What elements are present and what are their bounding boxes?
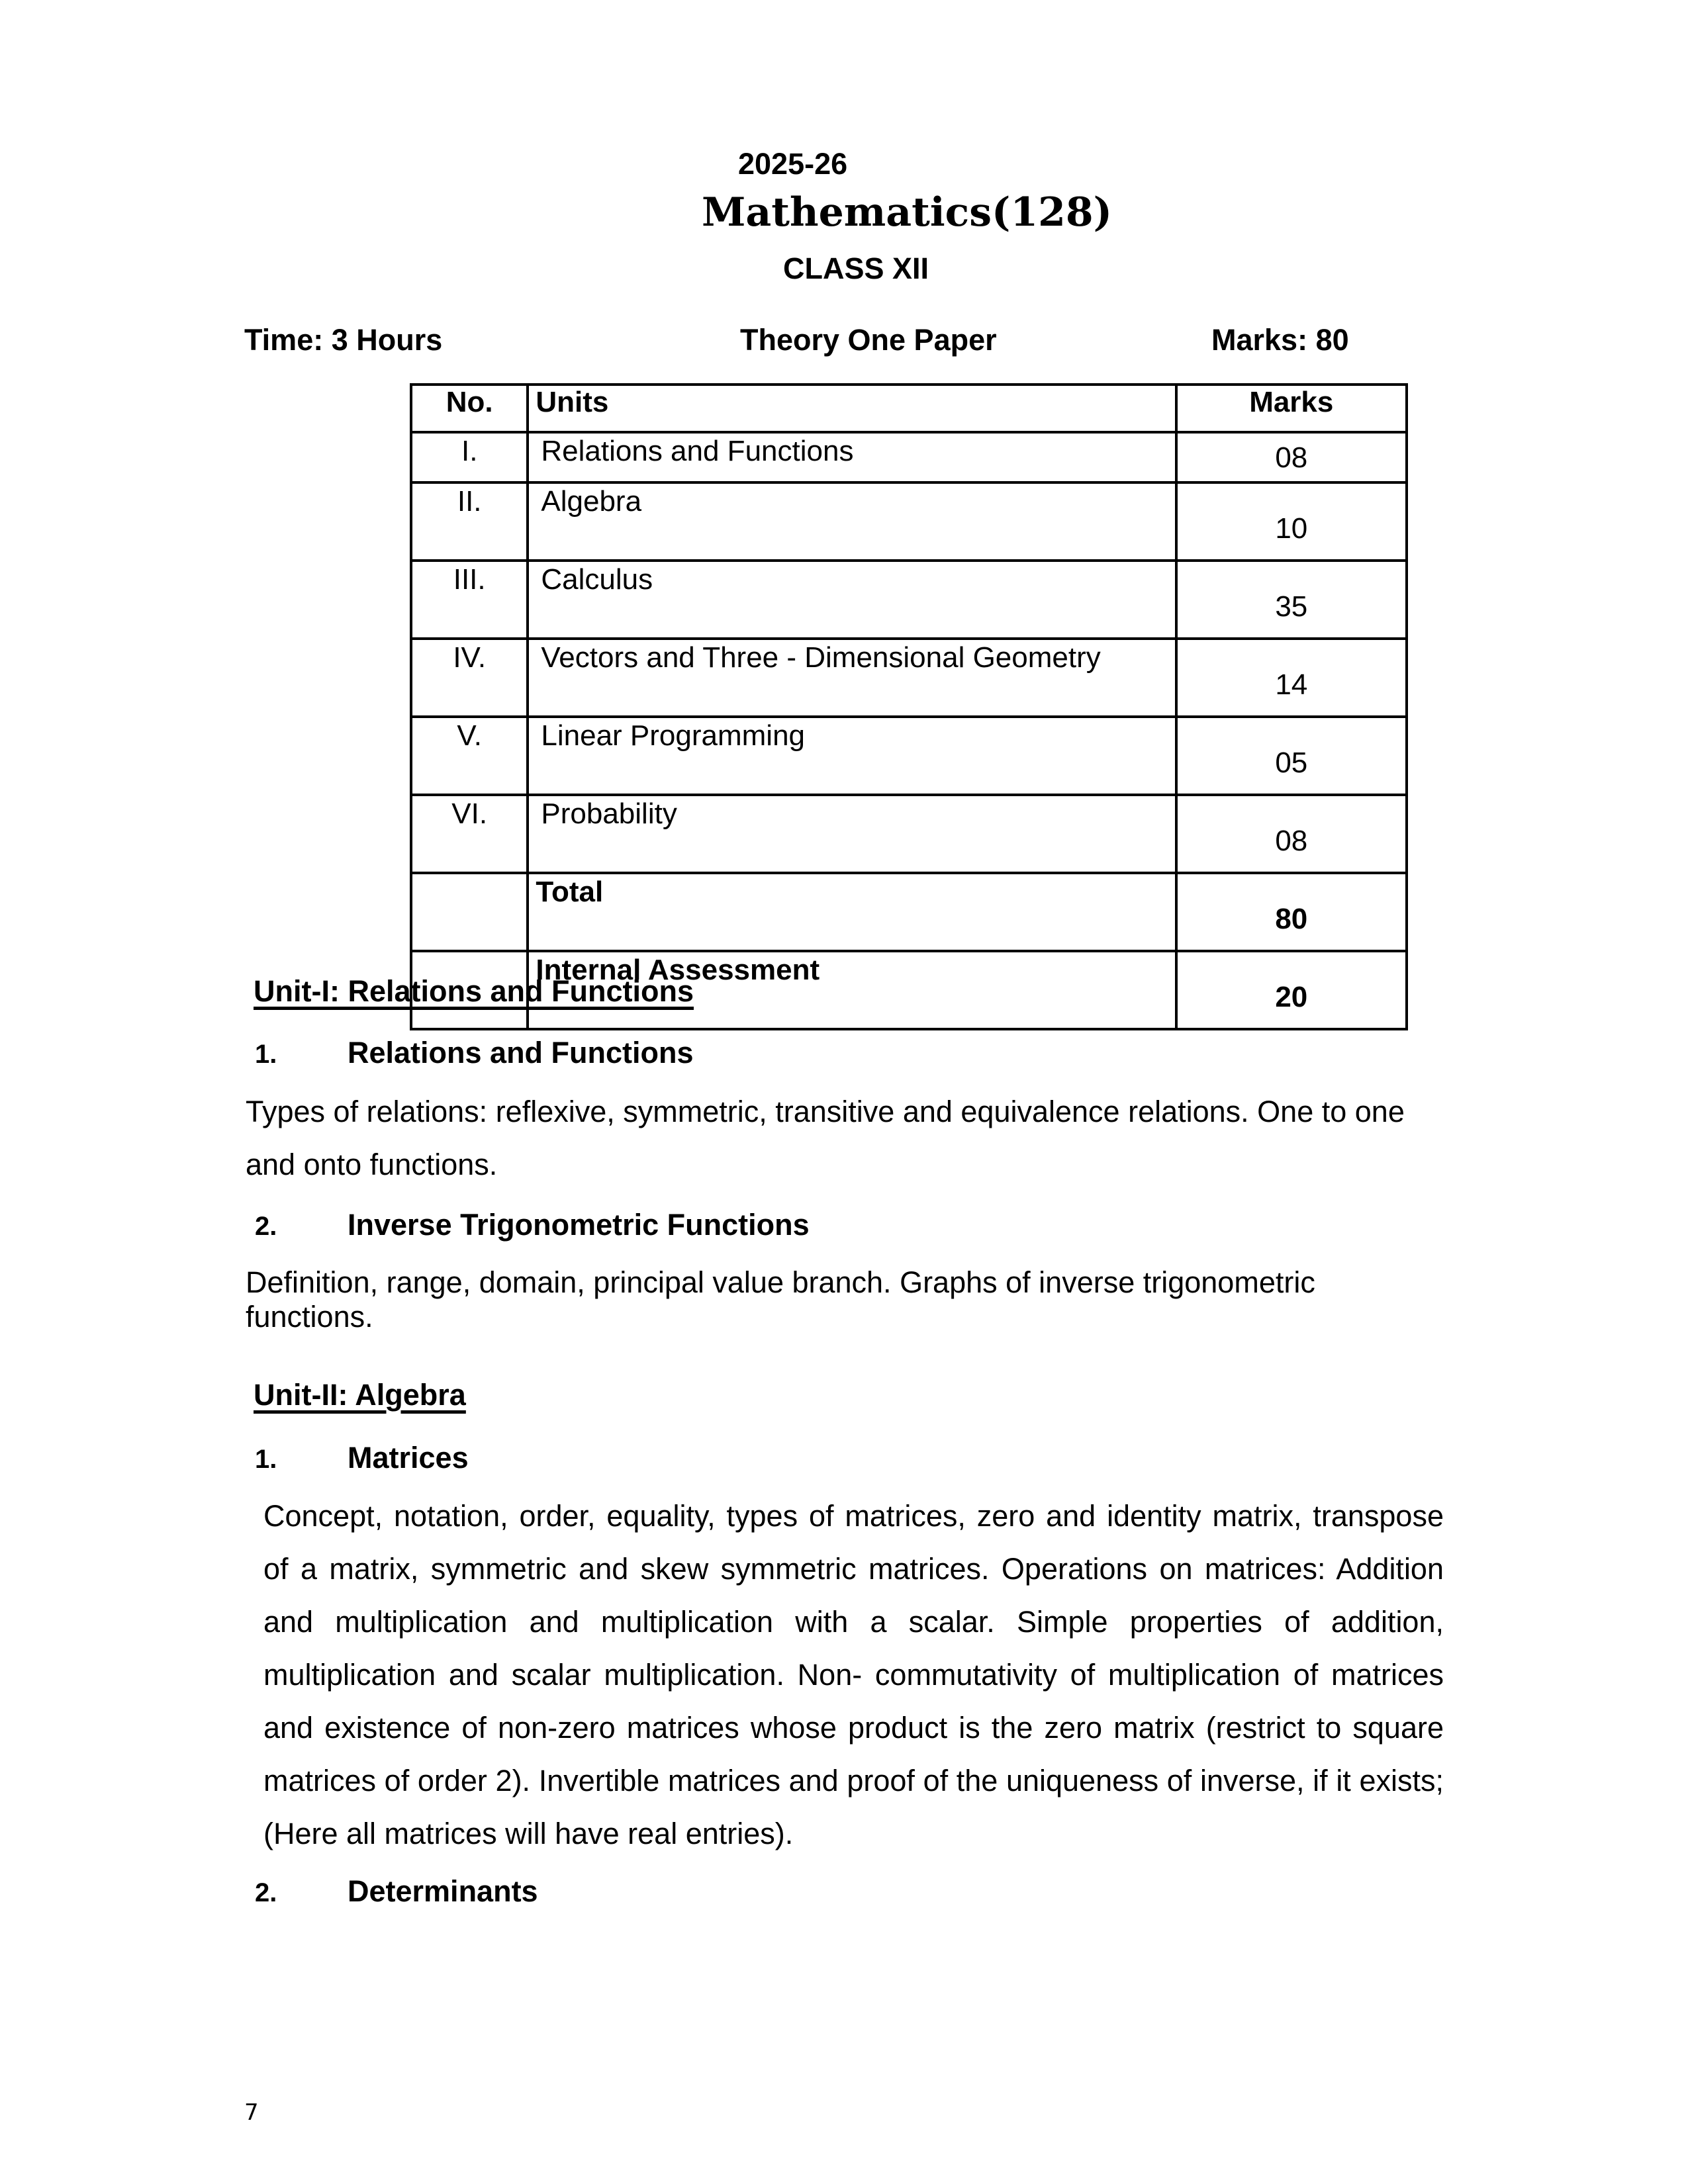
header-units: Units (528, 385, 1176, 432)
unit-name: Linear Programming (528, 717, 1176, 795)
unit-name: Probability (528, 795, 1176, 873)
unit-2-heading: Unit-II: Algebra (254, 1378, 466, 1412)
header-no: No. (411, 385, 528, 432)
internal-assessment-marks: 20 (1176, 951, 1407, 1029)
internal-assessment-label: Internal Assessment (528, 951, 1176, 1029)
exam-time: Time: 3 Hours (244, 323, 443, 357)
max-marks: Marks: 80 (1211, 323, 1349, 357)
header-marks: Marks (1176, 385, 1407, 432)
unit-number: IV. (411, 639, 528, 717)
class-label: CLASS XII (783, 251, 929, 285)
table-row (411, 561, 1407, 639)
total-label: Total (528, 873, 1176, 951)
unit-marks: 35 (1176, 561, 1407, 639)
topic-number: 2. (255, 1212, 277, 1241)
topic-description: Types of relations: reflexive, symmetric, transitive and equivalence relations. One to one and onto functions. (246, 1095, 1405, 1181)
topic-title: Inverse Trigonometric Functions (348, 1208, 810, 1242)
topic-title: Matrices (348, 1441, 469, 1475)
topic-heading (255, 1441, 469, 1475)
unit-number: V. (411, 717, 528, 795)
unit-name: Relations and Functions (528, 432, 1176, 482)
unit-number: III. (411, 561, 528, 639)
total-marks: 80 (1176, 873, 1407, 951)
total-row (411, 873, 1407, 951)
topic-number: 2. (255, 1878, 277, 1907)
unit-marks: 08 (1176, 795, 1407, 873)
table-row (411, 717, 1407, 795)
unit-name: Vectors and Three - Dimensional Geometry (528, 639, 1176, 717)
table-header-row (411, 385, 1407, 432)
page-number: 7 (244, 2099, 259, 2126)
table-row (411, 795, 1407, 873)
topic-number: 1. (255, 1445, 277, 1474)
paper-type: Theory One Paper (740, 323, 997, 357)
unit-marks: 14 (1176, 639, 1407, 717)
marks-distribution-table (410, 383, 1408, 1030)
topic-heading (255, 1036, 694, 1070)
topic-description: Concept, notation, order, equality, types of matrices, zero and identity matrix, transpose of a matrix, symmetric and skew symmetric matrices. Operations on matrices: Addition and multiplication and multiplication with a scalar. Simple properties of addition, multiplication and scalar multiplication. Non- commutativity of multiplication of matrices and existence of non-zero matrices whose product is the zero matrix (restrict to square matrices of order 2). Invertible matrices and proof of the uniqueness of inverse, if it exists; (Here all matrices will have real entries). (263, 1499, 1444, 1850)
unit-name: Calculus (528, 561, 1176, 639)
table-row (411, 432, 1407, 482)
topic-number: 1. (255, 1040, 277, 1069)
topic-title: Relations and Functions (348, 1036, 694, 1069)
table-row (411, 482, 1407, 561)
unit-marks: 10 (1176, 482, 1407, 561)
topic-heading (255, 1874, 538, 1909)
table-row (411, 639, 1407, 717)
unit-marks: 05 (1176, 717, 1407, 795)
unit-name: Algebra (528, 482, 1176, 561)
unit-marks: 08 (1176, 432, 1407, 482)
topic-description: Definition, range, domain, principal value branch. Graphs of inverse trigonometric functions. (246, 1265, 1315, 1334)
unit-number: I. (411, 432, 528, 482)
unit-1-heading: Unit-I: Relations and Functions (254, 974, 694, 1008)
unit-number: VI. (411, 795, 528, 873)
topic-title: Determinants (348, 1874, 538, 1908)
topic-heading (255, 1208, 810, 1242)
unit-number: II. (411, 482, 528, 561)
academic-year: 2025-26 (738, 147, 848, 181)
subject-title: Mathematics(128) (702, 189, 1113, 236)
